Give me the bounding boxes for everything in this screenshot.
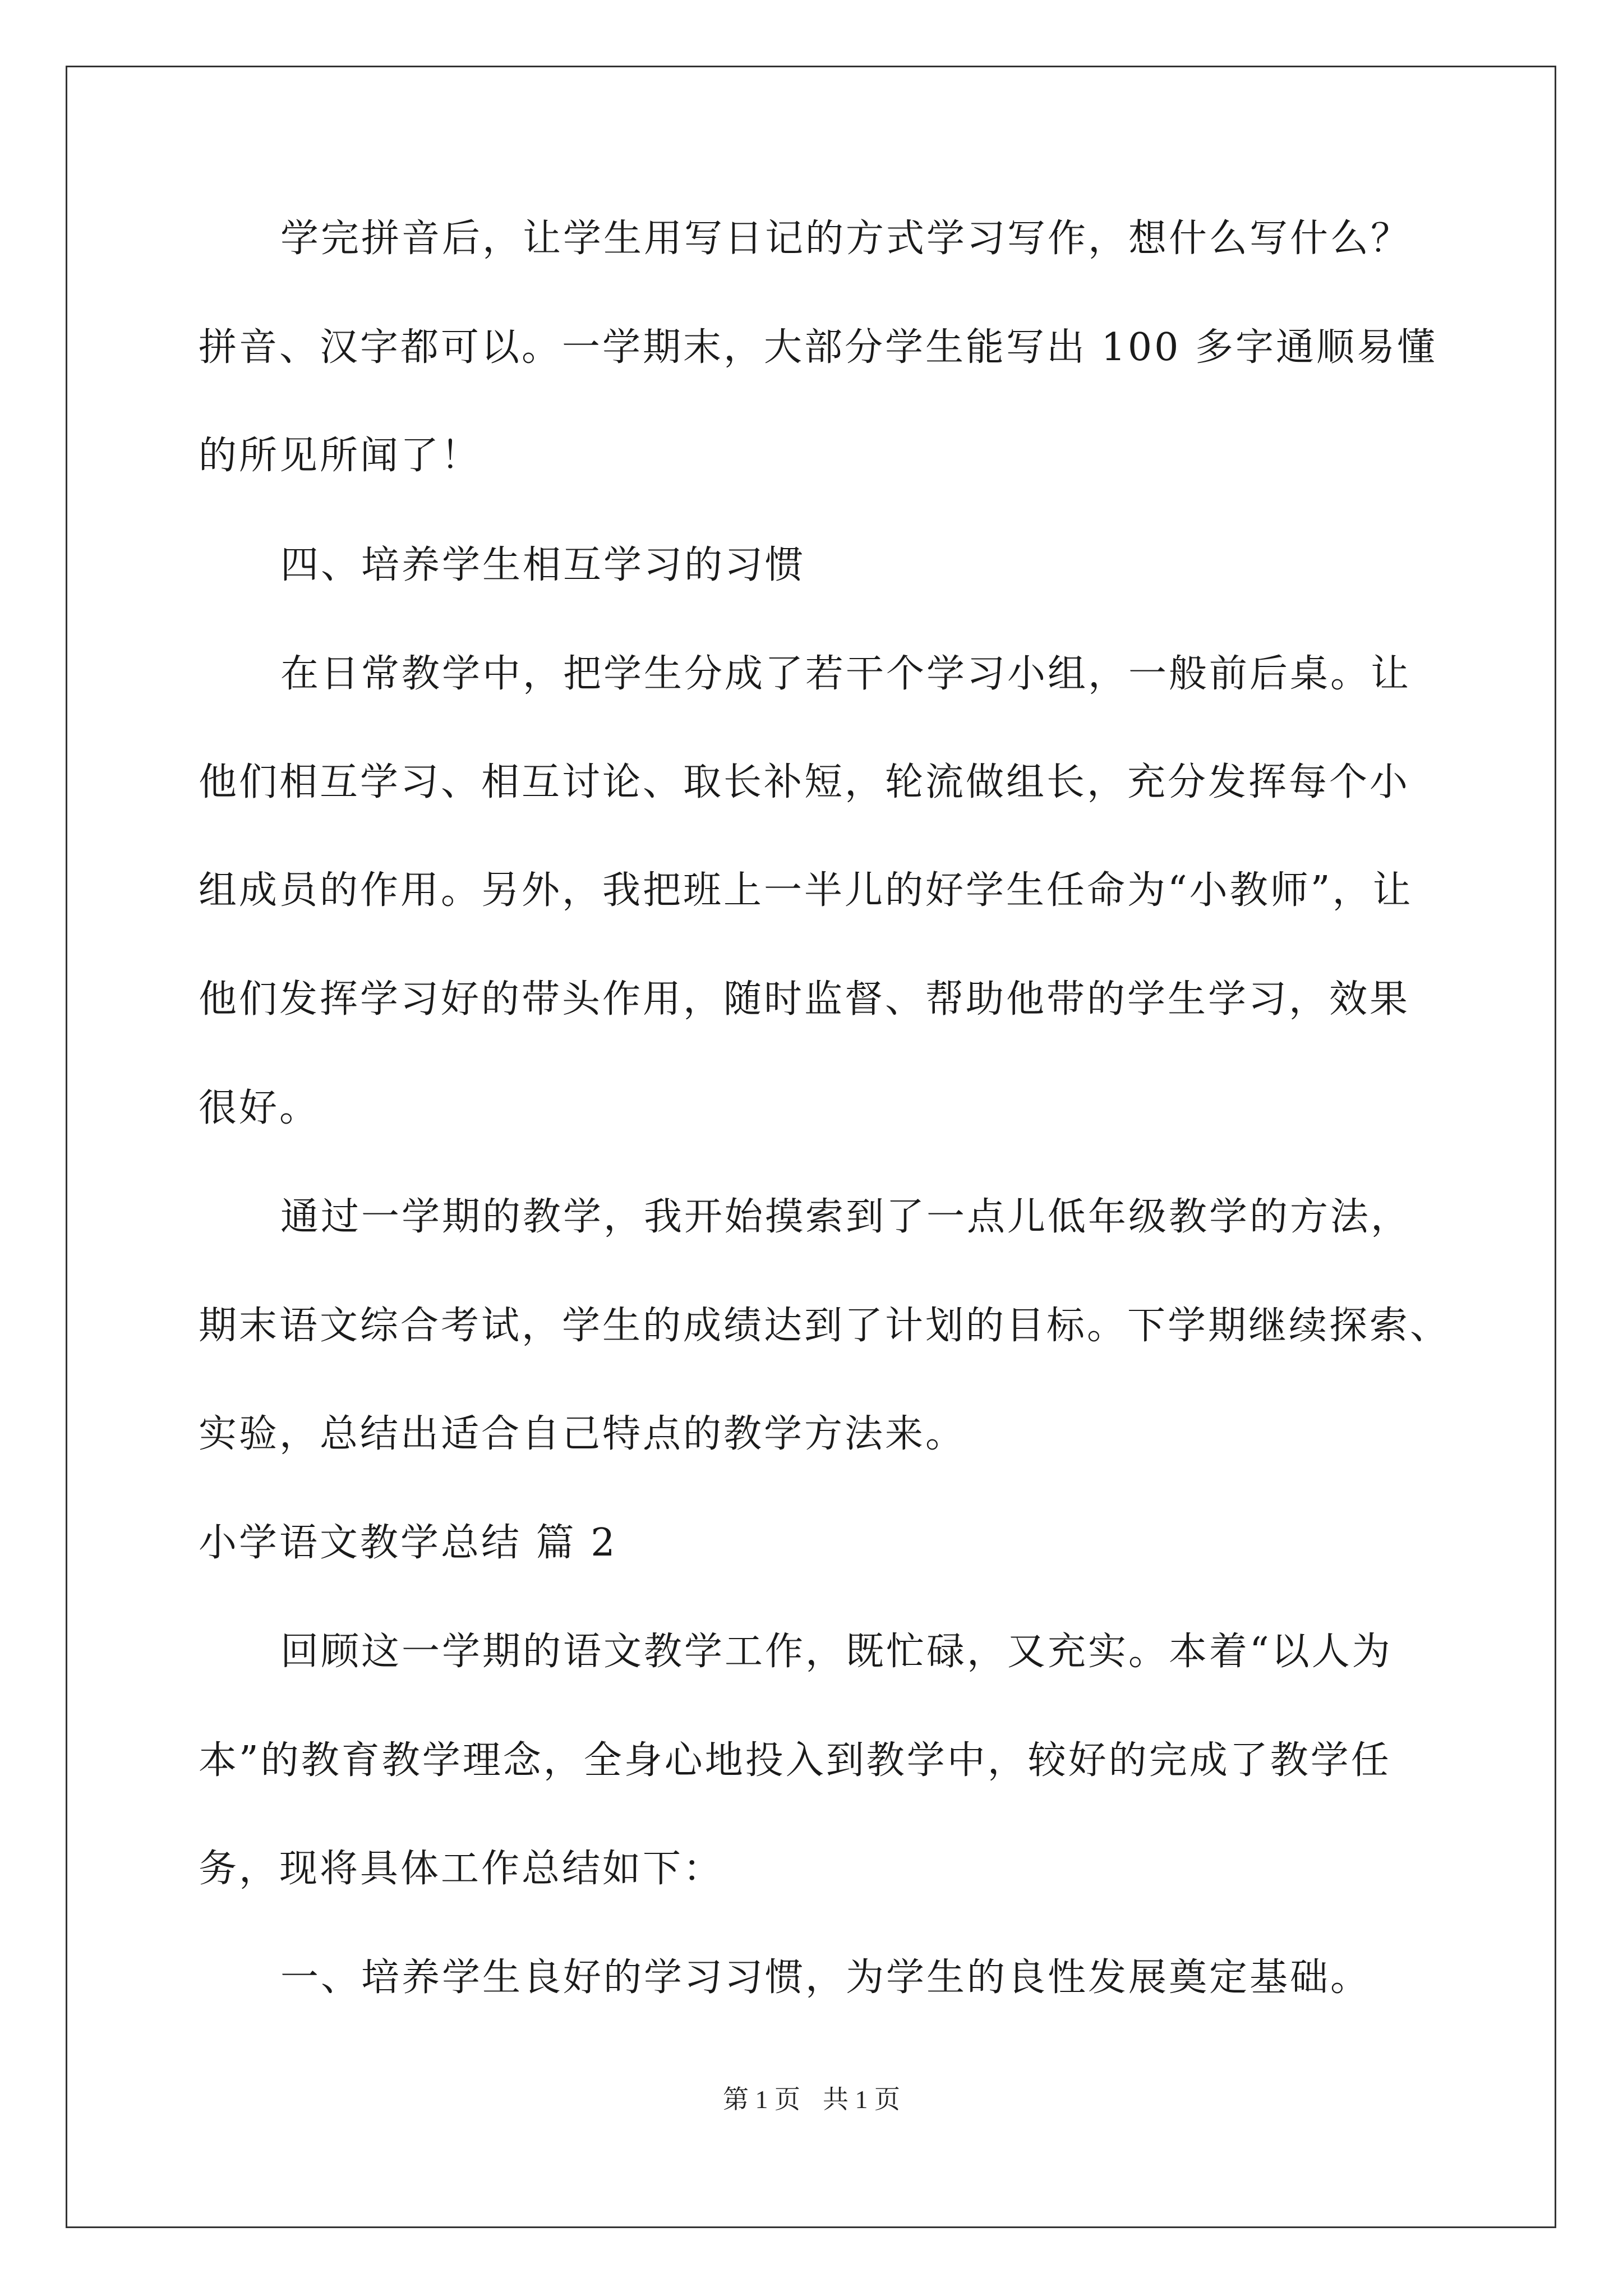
paragraph-line: 学完拼音后，让学生用写日记的方式学习写作，想什么写什么？ (280, 217, 1412, 261)
page-footer (0, 2084, 1623, 2115)
paragraph-line: 实验，总结出适合自己特点的教学方法来。 (199, 1412, 966, 1456)
paragraph-line: 通过一学期的教学，我开始摸索到了一点儿低年级教学的方法， (280, 1195, 1412, 1239)
paragraph-line: 在日常教学中，把学生分成了若干个学习小组，一般前后桌。让 (280, 652, 1412, 696)
paragraph-line: 的所见所闻了！ (199, 434, 482, 478)
paragraph-line: 他们相互学习、相互讨论、取长补短，轮流做组长，充分发挥每个小 (199, 760, 1410, 804)
page-total: 共 1 页 (823, 2085, 900, 2114)
paragraph-line: 务，现将具体工作总结如下： (199, 1847, 724, 1891)
section-heading: 四、培养学生相互学习的习惯 (280, 543, 806, 587)
paragraph-line: 拼音、汉字都可以。一学期末，大部分学生能写出 100 多字通顺易懂 (199, 325, 1438, 370)
paragraph-line: 组成员的作用。另外，我把班上一半儿的好学生任命为“小教师”，让 (199, 868, 1413, 913)
paragraph-line: 很好。 (199, 1086, 320, 1130)
page-number: 第 1 页 (723, 2085, 800, 2114)
page-border (66, 66, 1556, 2228)
section-heading: 一、培养学生良好的学习习惯，为学生的良性发展奠定基础。 (280, 1955, 1371, 2000)
paragraph-line: 他们发挥学习好的带头作用，随时监督、帮助他带的学生学习，效果 (199, 977, 1410, 1022)
paragraph-line: 回顾这一学期的语文教学工作，既忙碌，又充实。本着“以人为 (280, 1630, 1393, 1674)
article-title: 小学语文教学总结 篇 2 (199, 1521, 617, 1565)
paragraph-line: 期末语文综合考试，学生的成绩达到了计划的目标。下学期继续探索、 (199, 1304, 1451, 1348)
paragraph-line: 本”的教育教学理念，全身心地投入到教学中，较好的完成了教学任 (199, 1738, 1391, 1783)
